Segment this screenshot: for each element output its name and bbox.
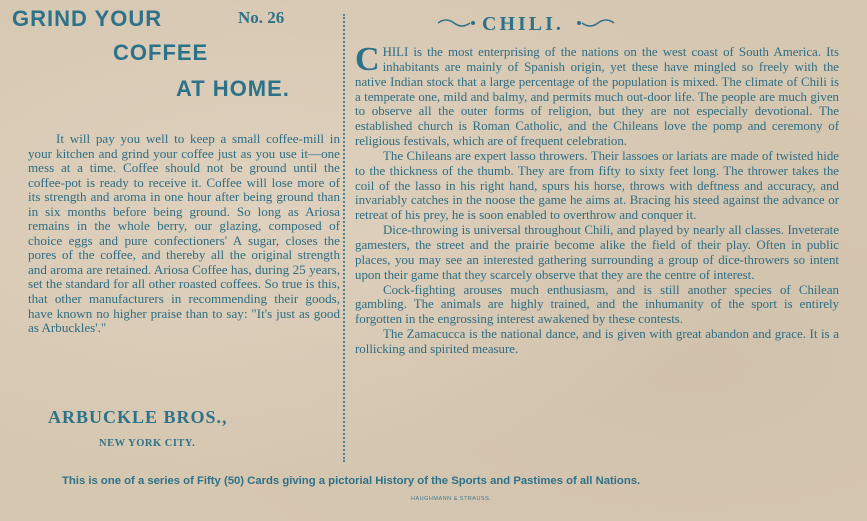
paragraph-intro: [355, 41, 839, 149]
paragraph-dice: Dice-throwing is universal throughout Chili, and played by nearly all classes. Inveterate gamesters, the street and the prairie become alike the field of their play. Often in public places, you may see an interested gathering surrounding a group of dice-throwers so intent upon their game that they scarcely observe that they are the centre of interest.: [355, 223, 839, 282]
paragraph-intro-text: HILI is the most enterprising of the nations on the west coast of South America. Its inhabitants are mainly of Spanish origin, yet these have mingled so freely with the native Indian stock that a large percentage of the population is mixed. The climate of Chili is a temperate one, mild and balmy, and permits much out-door life. The people are much given to observe all the outer forms of religion, but they are not especially devotional. The established church is Roman Catholic, and the Chileans love the pomp and ceremony of religious festivals, which are of frequent celebration.: [355, 45, 839, 149]
paragraph-lasso: The Chileans are expert lasso throwers. Their lassoes or lariats are made of twisted hide to the thickness of the thumb. They are from fifty to sixty feet long. The thrower takes the coil of the lasso in his right hand, spurs his horse, throws with deftness and accuracy, and invariably catches in the noose the game he aims at. Bracing his steed against the advance or retreat of his prey, he is soon enabled to overthrow and conquer it.: [355, 148, 839, 223]
company-city: NEW YORK CITY.: [99, 438, 196, 449]
headline-grind-your: GRIND YOUR: [12, 6, 163, 31]
series-footer: This is one of a series of Fifty (50) Cards giving a pictorial History of the Sports and Pastimes of all Nations.: [62, 475, 641, 487]
chili-title: CHILI.: [482, 13, 564, 35]
printer-credit: HAUGHMANN & STRAUSS.: [411, 496, 492, 502]
headline-coffee: COFFEE: [113, 40, 209, 65]
drop-cap: C: [355, 41, 380, 78]
paragraph-zamacucca: The Zamacucca is the national dance, and is given with great abandon and grace. It is a rollicking and spirited measure.: [355, 327, 839, 356]
company-name: ARBUCKLE BROS.,: [48, 407, 228, 427]
right-flourish-ornament: [576, 17, 616, 29]
column-divider: [343, 14, 345, 462]
paragraph-cockfighting: Cock-fighting arouses much enthusiasm, and is still another species of Chilean gambling. The animals are highly trained, and the inhumanity of the sport is entirely forgotten in the engrossing interest awakened by these contests.: [355, 282, 839, 327]
card-number: No. 26: [238, 8, 285, 27]
chili-article: [355, 41, 839, 357]
advertisement-body: It will pay you well to keep a small coffee-mill in your kitchen and grind your coffee just as you use it—one mess at a time. Coffee should not be ground until the coffee-pot is ready to receive it. Coffee will lose more of its strength and aroma in one hour after being ground than in six months before being ground. So long as Ariosa remains in the whole berry, our glazing, composed of choice eggs and pure confectioners' A sugar, closes the pores of the coffee, and thereby all the original strength and aroma are retained. Ariosa Coffee has, during 25 years, set the standard for all other roasted coffees. So true is this, that other manufacturers in recommending their goods, have known no higher praise than to say: "It's just as good as Arbuckles'.": [28, 131, 340, 336]
headline-at-home: AT HOME.: [176, 76, 290, 101]
left-flourish-ornament: [436, 17, 476, 29]
